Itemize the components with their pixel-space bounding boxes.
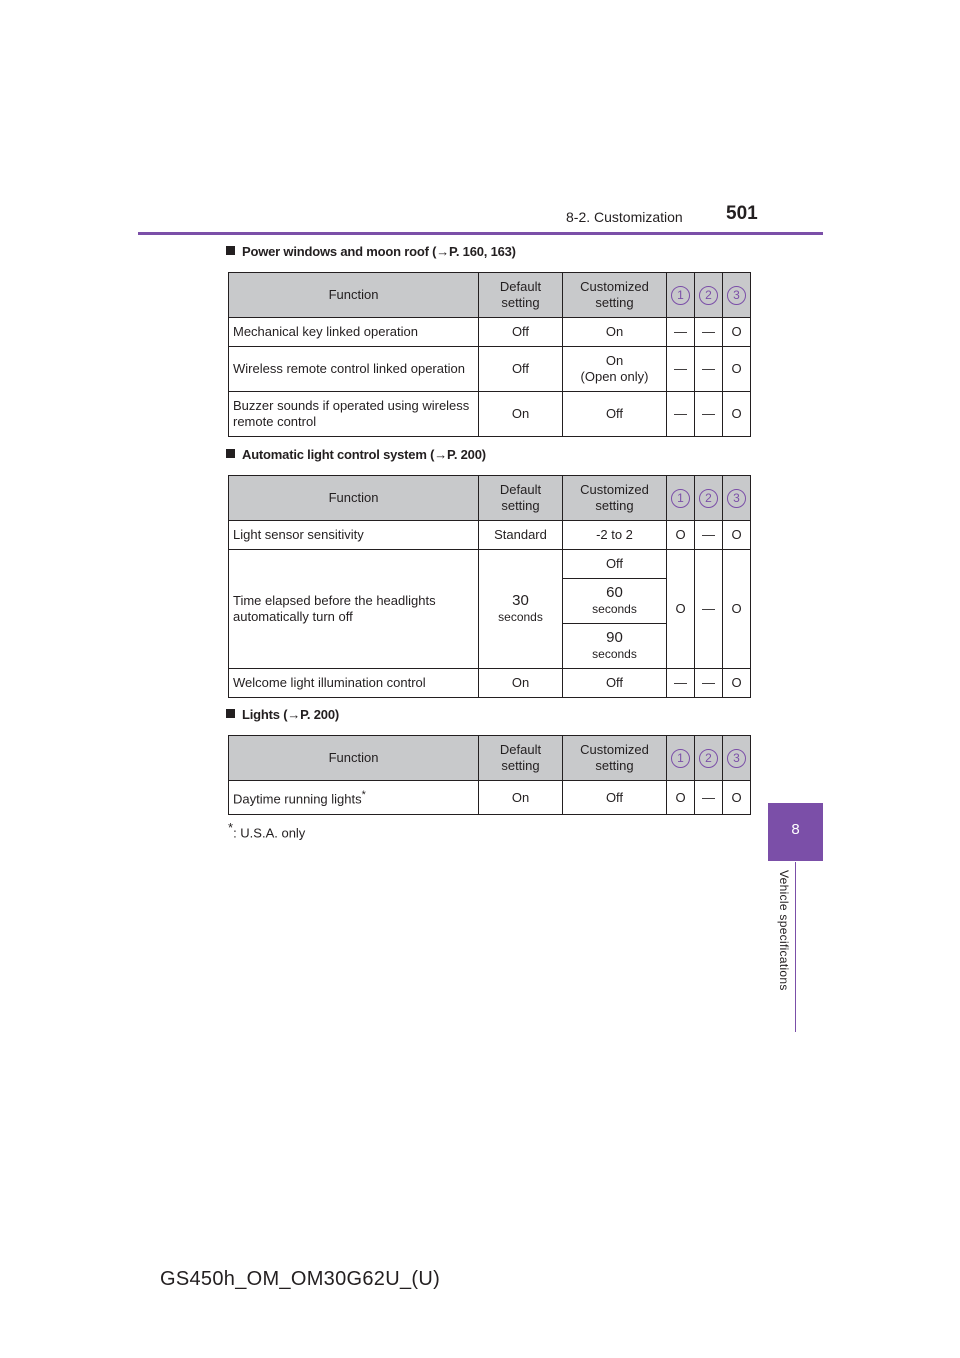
header-col-1 xyxy=(667,736,695,781)
cell-col-1: — xyxy=(667,318,695,347)
table-row xyxy=(229,669,751,698)
cell-customized: On (Open only) xyxy=(563,347,667,392)
header-customized: Customized setting xyxy=(563,273,667,318)
document-code: GS450h_OM_OM30G62U_(U) xyxy=(160,1268,441,1290)
section-title-automatic-light: Automatic light control system (→P. 200) xyxy=(226,447,486,462)
header-col-2 xyxy=(695,273,723,318)
chapter-number: 8 xyxy=(791,821,800,838)
circled-number-1: 1 xyxy=(671,286,690,305)
header-col-1 xyxy=(667,273,695,318)
cell-col-1: — xyxy=(667,347,695,392)
cell-col-1: O xyxy=(667,521,695,550)
bullet-square-icon xyxy=(226,246,235,255)
lights-table xyxy=(228,735,751,815)
circled-number-3: 3 xyxy=(727,489,746,508)
header-default: Default setting xyxy=(479,736,563,781)
cell-col-2: — xyxy=(695,318,723,347)
circled-number-2: 2 xyxy=(699,286,718,305)
table-row xyxy=(229,550,751,579)
table-row xyxy=(229,318,751,347)
table-header-row xyxy=(229,476,751,521)
cell-col-1: O xyxy=(667,781,695,815)
header-divider xyxy=(138,232,823,235)
footnote: *: U.S.A. only xyxy=(228,820,306,841)
cell-col-1: — xyxy=(667,669,695,698)
cell-col-2: — xyxy=(695,781,723,815)
cell-function: Mechanical key linked operation xyxy=(229,318,479,347)
cell-customized: Off xyxy=(563,669,667,698)
header-default: Default setting xyxy=(479,273,563,318)
cell-default: On xyxy=(479,392,563,437)
cell-col-2: — xyxy=(695,347,723,392)
cell-default: 30 seconds xyxy=(479,550,563,669)
chapter-label: Vehicle specifications xyxy=(777,870,791,991)
header-default: Default setting xyxy=(479,476,563,521)
chapter-divider xyxy=(795,862,796,1032)
cell-default: Off xyxy=(479,347,563,392)
cell-customized-option: 60 seconds xyxy=(563,579,667,624)
section-heading: 8-2. Customization xyxy=(566,209,683,225)
cell-col-1: O xyxy=(667,550,695,669)
automatic-light-table xyxy=(228,475,751,698)
circled-number-1: 1 xyxy=(671,489,690,508)
cell-default: On xyxy=(479,669,563,698)
table-row xyxy=(229,781,751,815)
section-title-power-windows: Power windows and moon roof (→P. 160, 163) xyxy=(226,244,516,259)
header-function: Function xyxy=(229,476,479,521)
cell-customized: On xyxy=(563,318,667,347)
cell-col-3: O xyxy=(723,318,751,347)
cell-function: Daytime running lights* xyxy=(229,781,479,815)
bullet-square-icon xyxy=(226,709,235,718)
cell-default: On xyxy=(479,781,563,815)
cell-function: Welcome light illumination control xyxy=(229,669,479,698)
header-col-2 xyxy=(695,736,723,781)
header-col-2 xyxy=(695,476,723,521)
cell-col-1: — xyxy=(667,392,695,437)
cell-customized: Off xyxy=(563,781,667,815)
cell-function: Light sensor sensitivity xyxy=(229,521,479,550)
table-header-row xyxy=(229,736,751,781)
header-function: Function xyxy=(229,273,479,318)
header-col-3 xyxy=(723,476,751,521)
cell-customized-option: 90 seconds xyxy=(563,624,667,669)
cell-col-3: O xyxy=(723,521,751,550)
cell-col-3: O xyxy=(723,669,751,698)
cell-col-3: O xyxy=(723,550,751,669)
cell-customized-option: Off xyxy=(563,550,667,579)
power-windows-table xyxy=(228,272,751,437)
header-function: Function xyxy=(229,736,479,781)
cell-col-2: — xyxy=(695,521,723,550)
header-customized: Customized setting xyxy=(563,476,667,521)
header-col-3 xyxy=(723,736,751,781)
circled-number-2: 2 xyxy=(699,749,718,768)
cell-function: Time elapsed before the headlights automatically turn off xyxy=(229,550,479,669)
bullet-square-icon xyxy=(226,449,235,458)
cell-default: Off xyxy=(479,318,563,347)
cell-function: Wireless remote control linked operation xyxy=(229,347,479,392)
cell-col-2: — xyxy=(695,669,723,698)
cell-function: Buzzer sounds if operated using wireless remote control xyxy=(229,392,479,437)
header-col-3 xyxy=(723,273,751,318)
circled-number-3: 3 xyxy=(727,286,746,305)
cell-col-2: — xyxy=(695,550,723,669)
table-row xyxy=(229,392,751,437)
cell-customized: -2 to 2 xyxy=(563,521,667,550)
circled-number-3: 3 xyxy=(727,749,746,768)
footnote-mark: * xyxy=(361,789,366,802)
table-row xyxy=(229,521,751,550)
page-number: 501 xyxy=(726,203,758,224)
cell-col-3: O xyxy=(723,347,751,392)
cell-col-3: O xyxy=(723,781,751,815)
cell-col-3: O xyxy=(723,392,751,437)
cell-col-2: — xyxy=(695,392,723,437)
section-title-lights: Lights (→P. 200) xyxy=(226,707,339,722)
chapter-tab[interactable] xyxy=(768,803,823,861)
circled-number-2: 2 xyxy=(699,489,718,508)
table-header-row xyxy=(229,273,751,318)
cell-default: Standard xyxy=(479,521,563,550)
header-customized: Customized setting xyxy=(563,736,667,781)
table-row xyxy=(229,347,751,392)
header-col-1 xyxy=(667,476,695,521)
cell-customized: Off xyxy=(563,392,667,437)
circled-number-1: 1 xyxy=(671,749,690,768)
